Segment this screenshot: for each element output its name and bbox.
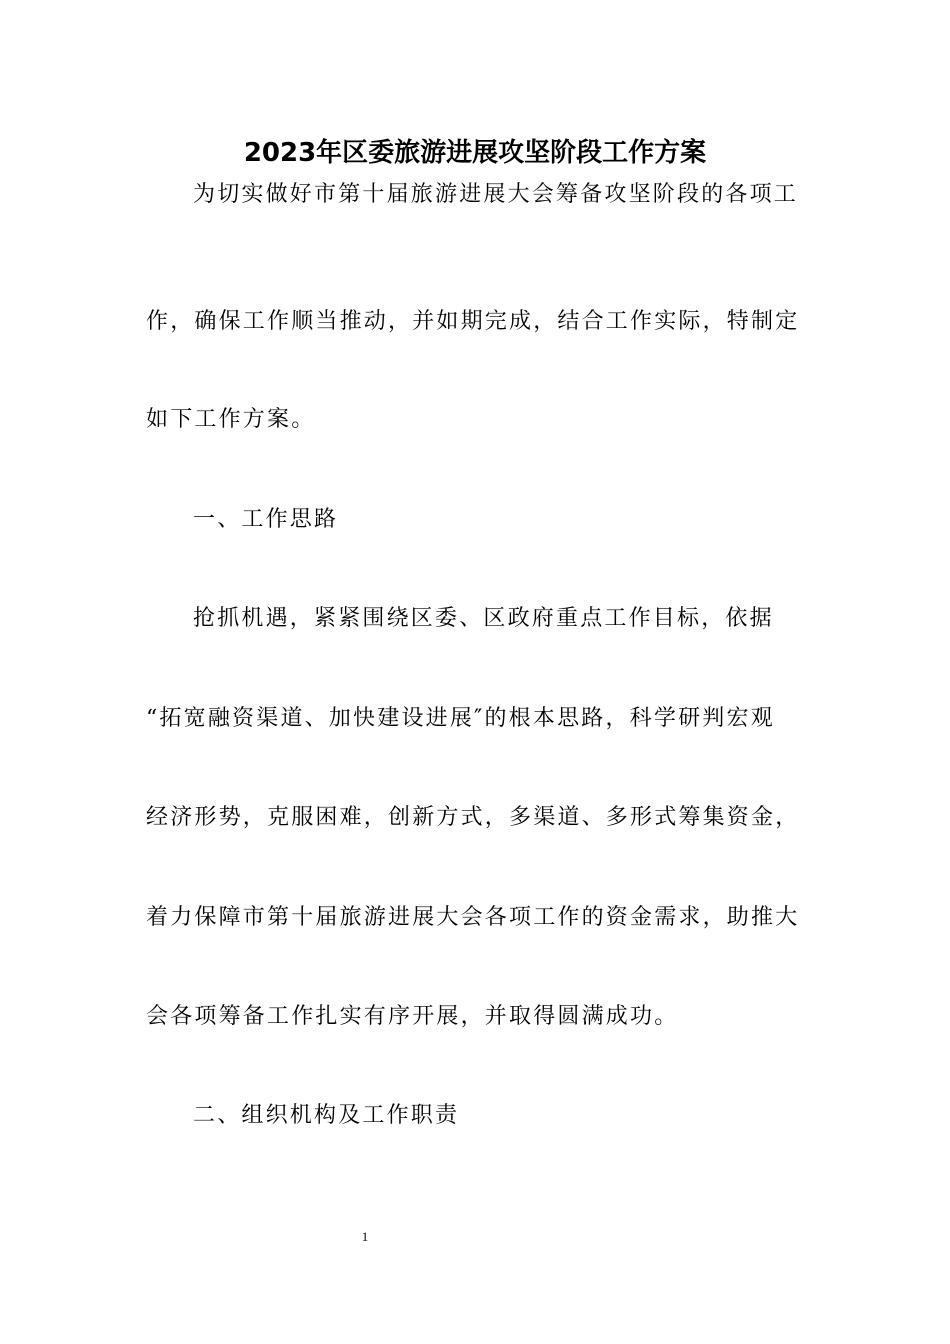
intro-line: 作，确保工作顺当推动，并如期完成，结合工作实际，特制定 [146, 309, 800, 334]
section1-line: 会各项筹备工作扎实有序开展，并取得圆满成功。 [146, 1004, 679, 1029]
section-heading-2: 二、组织机构及工作职责 [193, 1103, 460, 1128]
section1-line: “拓宽融资渠道、加快建设进展″的根本思路，科学研判宏观 [146, 706, 775, 731]
section1-line: 经济形势，克服困难，创新方式，多渠道、多形式筹集资金， [146, 805, 800, 830]
intro-line: 为切实做好市第十届旅游进展大会筹备攻坚阶段的各项工 [193, 182, 799, 207]
section1-line: 抢抓机遇，紧紧围绕区委、区政府重点工作目标，依据 [193, 606, 774, 631]
page-title: 2023年区委旅游进展攻坚阶段工作方案 [243, 138, 707, 168]
section1-line: 着力保障市第十届旅游进展大会各项工作的资金需求，助推大 [146, 905, 800, 930]
page-number: 1 [361, 1229, 369, 1244]
intro-line: 如下工作方案。 [146, 407, 316, 432]
section-heading-1: 一、工作思路 [193, 507, 339, 532]
